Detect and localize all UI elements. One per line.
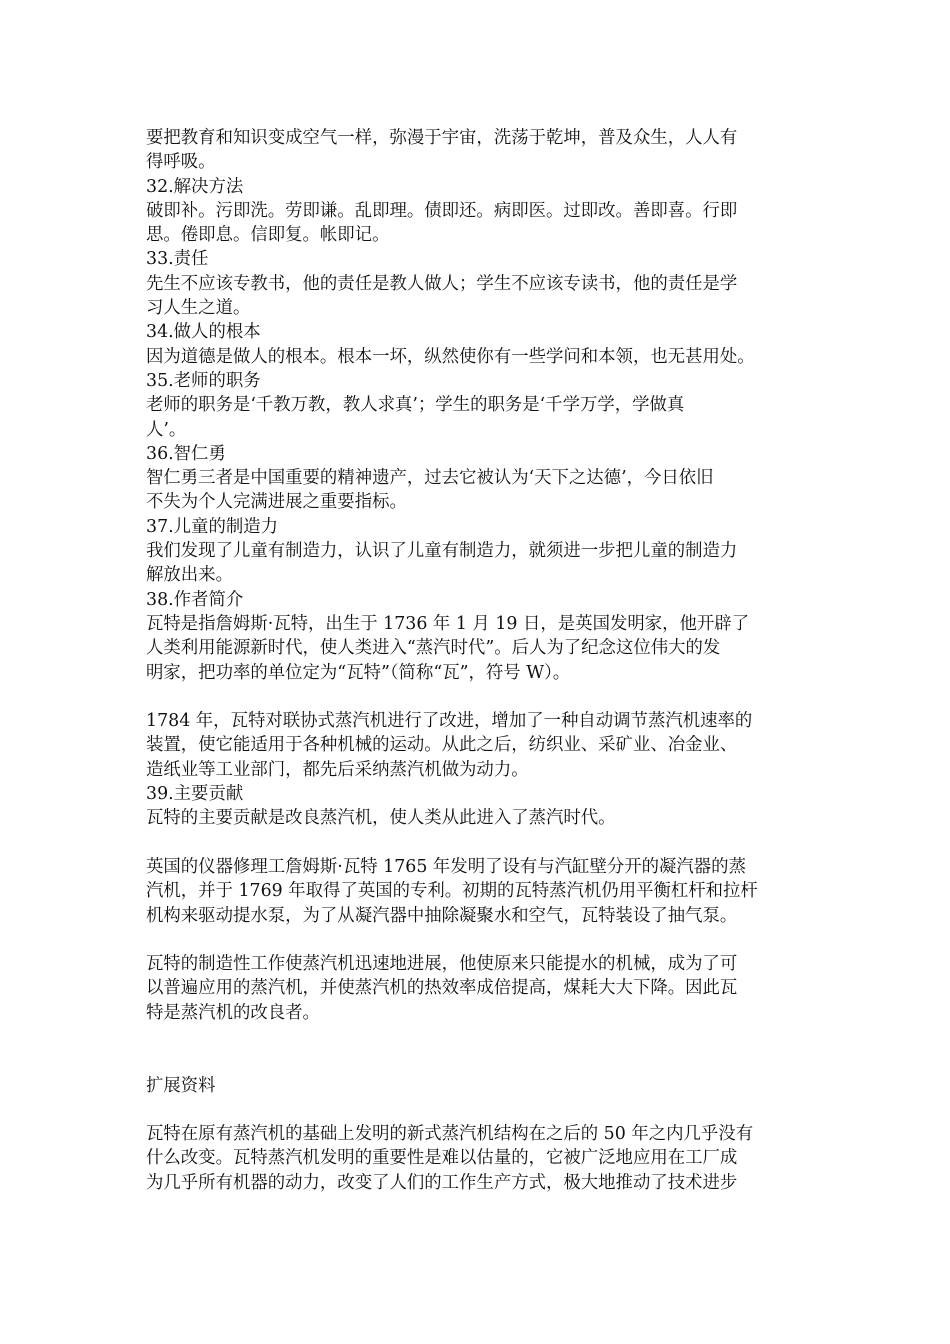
text-line: 人’。 <box>146 419 187 440</box>
section-heading-32: 32.解决方法 <box>146 176 244 197</box>
text-line: 不失为个人完满进展之重要指标。 <box>146 492 407 513</box>
section-gap <box>146 1025 810 1074</box>
text-line: 瓦特是指詹姆斯·瓦特，出生于 1736 年 1 月 19 日，是英国发明家，他开辟了 <box>146 613 750 634</box>
text-line: 老师的职务是‘千教万教，教人求真’；学生的职务是‘千学万学，学做真 <box>146 395 685 416</box>
paragraph-gap <box>146 685 810 709</box>
text-line: 瓦特的制造性工作使蒸汽机迅速地进展，他使原来只能提水的机械，成为了可 <box>146 954 738 975</box>
section-heading-37: 37.儿童的制造力 <box>146 516 279 537</box>
text-line: 机构来驱动提水泵，为了从凝汽器中抽除凝聚水和空气，瓦特装设了抽气泵。 <box>146 905 738 926</box>
section-heading-35: 35.老师的职务 <box>146 370 261 391</box>
text-line: 得呼吸。 <box>146 152 216 173</box>
section-39-paragraph-2 <box>146 855 810 928</box>
paragraph-gap <box>146 831 810 855</box>
paragraph-gap <box>146 928 810 952</box>
text-line: 思。倦即息。信即复。帐即记。 <box>146 225 390 246</box>
section-heading-39: 39.主要贡献 <box>146 784 244 805</box>
section-38-paragraph-2 <box>146 709 810 782</box>
document-page <box>146 126 810 1195</box>
text-line: 智仁勇三者是中国重要的精神遗产，过去它被认为‘天下之达德’，今日依旧 <box>146 468 714 489</box>
text-line: 人类利用能源新时代，使人类进入“蒸汽时代”。后人为了纪念这位伟大的发 <box>146 638 721 659</box>
text-line: 解放出来。 <box>146 565 233 586</box>
text-line: 什么改变。瓦特蒸汽机发明的重要性是难以估量的，它被广泛地应用在工厂成 <box>146 1148 738 1169</box>
intro-paragraph <box>146 126 810 175</box>
text-line: 英国的仪器修理工詹姆斯·瓦特 1765 年发明了设有与汽缸壁分开的凝汽器的蒸 <box>146 856 746 877</box>
section-heading-33: 33.责任 <box>146 249 209 270</box>
text-line: 为几乎所有机器的动力，改变了人们的工作生产方式，极大地推动了技术进步 <box>146 1172 738 1193</box>
text-line: 装置，使它能适用于各种机械的运动。从此之后，纺织业、采矿业、冶金业、 <box>146 735 738 756</box>
text-line: 汽机，并于 1769 年取得了英国的专利。初期的瓦特蒸汽机仍用平衡杠杆和拉杆 <box>146 881 758 902</box>
section-heading-34: 34.做人的根本 <box>146 322 261 343</box>
text-line: 我们发现了儿童有制造力，认识了儿童有制造力，就须进一步把儿童的制造力 <box>146 541 738 562</box>
section-body-35 <box>146 393 810 442</box>
text-line: 瓦特在原有蒸汽机的基础上发明的新式蒸汽机结构在之后的 50 年之内几乎没有 <box>146 1124 754 1145</box>
extension-body <box>146 1122 810 1195</box>
section-39-paragraph-3 <box>146 952 810 1025</box>
text-line: 先生不应该专教书，他的责任是教人做人；学生不应该专读书，他的责任是学 <box>146 273 738 294</box>
section-body-32 <box>146 199 810 248</box>
text-line: 习人生之道。 <box>146 298 251 319</box>
text-line: 以普遍应用的蒸汽机，并使蒸汽机的热效率成倍提高，煤耗大大下降。因此瓦 <box>146 978 738 999</box>
section-body-34 <box>146 345 810 369</box>
section-body-37 <box>146 539 810 588</box>
section-body-36 <box>146 466 810 515</box>
text-line: 1784 年，瓦特对联协式蒸汽机进行了改进，增加了一种自动调节蒸汽机速率的 <box>146 711 753 732</box>
section-39-paragraph-1 <box>146 806 810 830</box>
text-line: 因为道德是做人的根本。根本一坏，纵然使你有一些学问和本领，也无甚用处。 <box>146 346 755 367</box>
section-body-33 <box>146 272 810 321</box>
section-38-paragraph-1 <box>146 612 810 685</box>
text-line: 要把教育和知识变成空气一样，弥漫于宇宙，洗荡于乾坤，普及众生，人人有 <box>146 128 738 148</box>
text-line: 造纸业等工业部门，都先后采纳蒸汽机做为动力。 <box>146 759 529 780</box>
text-line: 特是蒸汽机的改良者。 <box>146 1002 320 1023</box>
extension-heading: 扩展资料 <box>146 1075 216 1096</box>
text-line: 破即补。污即洗。劳即谦。乱即理。债即还。病即医。过即改。善即喜。行即 <box>146 200 738 221</box>
text-line: 瓦特的主要贡献是改良蒸汽机，使人类从此进入了蒸汽时代。 <box>146 808 616 829</box>
section-heading-38: 38.作者简介 <box>146 589 244 610</box>
text-line: 明家，把功率的单位定为“瓦特”（简称“瓦”，符号 W）。 <box>146 662 571 683</box>
section-heading-36: 36.智仁勇 <box>146 443 226 464</box>
paragraph-gap <box>146 1098 810 1122</box>
